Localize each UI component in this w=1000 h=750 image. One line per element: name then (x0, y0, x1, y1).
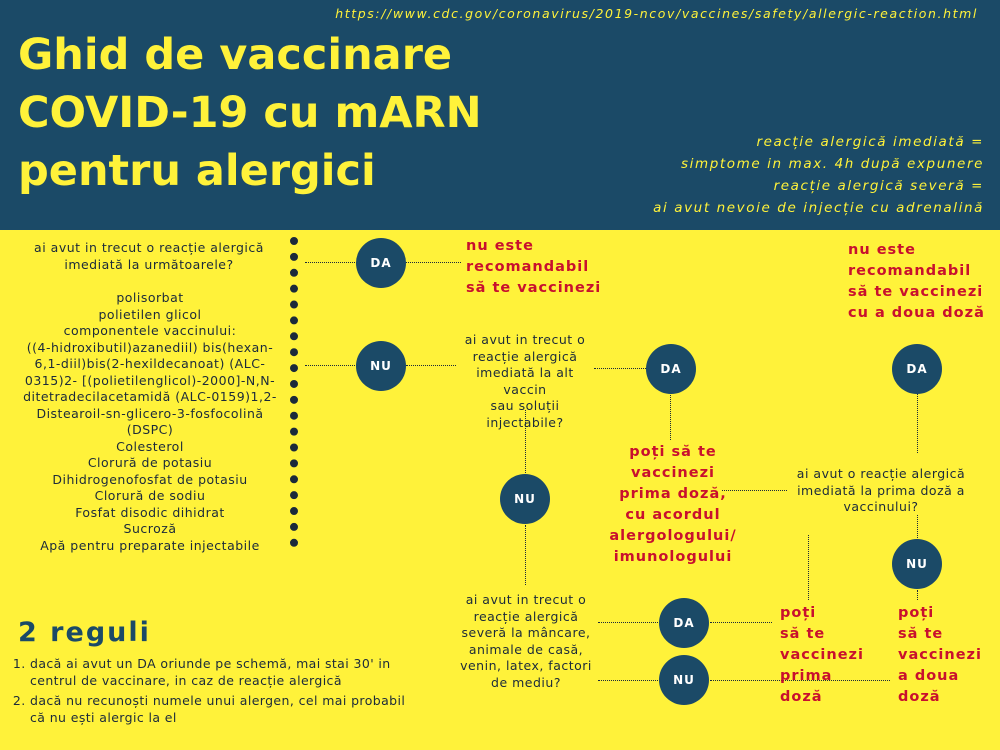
outcome-line: poți să te (629, 444, 717, 460)
question-line: ai avut in trecut o reacție alergică (34, 240, 264, 255)
connector-line (917, 393, 918, 453)
outcome-not-second-dose (848, 240, 985, 324)
allergen-list (12, 290, 288, 554)
connector-line (598, 622, 658, 623)
allergen-item: ((4-hidroxibutil)azanediil) bis(hexan- (26, 339, 274, 355)
allergen-item: (DSPC) (126, 422, 174, 437)
allergen-item: componentele vaccinului: (63, 323, 237, 338)
outcome-line: nu este (466, 238, 534, 254)
outcome-line: să te vaccinezi (466, 280, 602, 296)
outcome-line: să te (780, 626, 826, 642)
question-line: ai avut in trecut o (464, 332, 586, 347)
connector-line (917, 515, 918, 540)
connector-line (598, 680, 658, 681)
allergen-item: Apă pentru preparate injectabile (40, 537, 260, 553)
question-line: ai avut o reacție alergică (796, 466, 966, 481)
yes-node: DA (356, 238, 406, 288)
outcome-line: imunologului (613, 549, 733, 565)
connector-line (808, 535, 809, 600)
outcome-line: să te (898, 626, 944, 642)
allergen-item: Distearoil-sn-glicero-3-fosfocolină (36, 405, 264, 421)
question-3 (788, 466, 974, 516)
outcome-line: prima (780, 668, 833, 684)
question-line: imediată la alt vaccin (476, 365, 574, 397)
outcome-not-recommended (466, 236, 601, 299)
rules-title: 2 reguli (18, 617, 151, 648)
connector-line (305, 365, 357, 366)
question-line: severă la mâncare, (461, 625, 591, 640)
question-line: de mediu? (491, 674, 561, 690)
question-line: reacție alergică (473, 608, 579, 624)
connector-line (406, 262, 461, 263)
question-line: ai avut in trecut o (465, 592, 587, 607)
question-line: reacție alergică (472, 348, 578, 364)
yes-node: DA (646, 344, 696, 394)
no-node: NU (892, 539, 942, 589)
bracket-dots (290, 237, 298, 547)
outcome-line: recomandabil (848, 263, 972, 279)
definition-line: ai avut nevoie de injecție cu adrenalină (653, 200, 984, 216)
allergen-item: 6,1-diil)bis(2-hexildecanoat) (ALC- (34, 356, 266, 371)
connector-line (670, 393, 671, 440)
page-title (18, 26, 482, 200)
question-line: sau soluții (490, 398, 560, 413)
connector-line (406, 365, 456, 366)
outcome-line: cu acordul (625, 507, 721, 523)
outcome-line: cu a doua doză (848, 305, 985, 321)
outcome-line: nu este (848, 242, 916, 258)
definition-line: simptome in max. 4h după expunere (680, 156, 984, 172)
outcome-line: doză (898, 689, 941, 705)
no-node: NU (659, 655, 709, 705)
allergen-item: polisorbat (116, 290, 184, 305)
connector-line (710, 622, 772, 623)
definitions (653, 131, 984, 219)
question-line: imediată la următoarele? (64, 256, 234, 272)
allergen-item: 0315)2- [(polietilenglicol)-2000]-N,N- (24, 372, 276, 388)
allergen-item: Fosfat disodic dihidrat (75, 504, 225, 520)
question-line: imediată la prima doză a (797, 482, 965, 498)
outcome-line: doză (780, 689, 823, 705)
allergen-item: polietilen glicol (98, 306, 202, 322)
no-node: NU (356, 341, 406, 391)
allergen-item: Clorură de potasiu (87, 455, 213, 470)
outcome-line: recomandabil (466, 259, 590, 275)
outcome-line: poți (898, 605, 935, 621)
yes-node: DA (892, 344, 942, 394)
outcome-line: alergologului/ (609, 528, 737, 544)
allergen-item: Clorură de sodiu (94, 488, 206, 503)
outcome-first-dose (780, 603, 864, 708)
header-banner (0, 0, 1000, 230)
connector-line (305, 262, 357, 263)
rule-item: 2. dacă nu recunoști numele unui alergen, cel mai probabil că nu ești alergic la el (30, 692, 420, 726)
outcome-line: să te vaccinezi (848, 284, 984, 300)
connector-line (594, 368, 646, 369)
connector-line (525, 525, 526, 585)
outcome-line: vaccinezi (898, 647, 982, 663)
question-line: venin, latex, factori (460, 658, 592, 673)
outcome-line: prima doză, (619, 486, 727, 502)
title-line-3: pentru alergici (18, 146, 376, 196)
allergen-item: Dihidrogenofosfat de potasiu (52, 471, 248, 487)
question-line: injectabile? (486, 414, 564, 430)
rules-list (10, 655, 420, 729)
definition-line: reacție alergică imediată = (756, 134, 984, 150)
question-4 (452, 592, 600, 691)
outcome-line: vaccinezi (631, 465, 715, 481)
question-line: vaccinului? (843, 499, 919, 514)
outcome-line: a doua (898, 668, 960, 684)
allergen-item: Colesterol (116, 438, 184, 454)
rule-item: 1. dacă ai avut un DA oriunde pe schemă, mai stai 30' in centrul de vaccinare, in caz de reacție alergică (30, 655, 420, 689)
title-line-1: Ghid de vaccinare (18, 30, 453, 80)
outcome-first-dose-with-allergist (598, 442, 748, 568)
outcome-line: poți (780, 605, 817, 621)
definition-line: reacție alergică severă = (773, 178, 984, 194)
connector-line (917, 590, 918, 600)
outcome-line: vaccinezi (780, 647, 864, 663)
source-url[interactable]: https://www.cdc.gov/coronavirus/2019-ncov/vaccines/safety/allergic-reaction.html (335, 6, 978, 21)
question-1 (18, 240, 280, 273)
question-line: animale de casă, (468, 641, 584, 657)
yes-node: DA (659, 598, 709, 648)
no-node: NU (500, 474, 550, 524)
question-2 (455, 332, 595, 431)
title-line-2: COVID-19 cu mARN (18, 88, 482, 138)
outcome-second-dose (898, 603, 982, 708)
allergen-item: Sucroză (123, 521, 177, 536)
allergen-item: ditetradecilacetamidă (ALC-0159)1,2- (23, 389, 277, 404)
